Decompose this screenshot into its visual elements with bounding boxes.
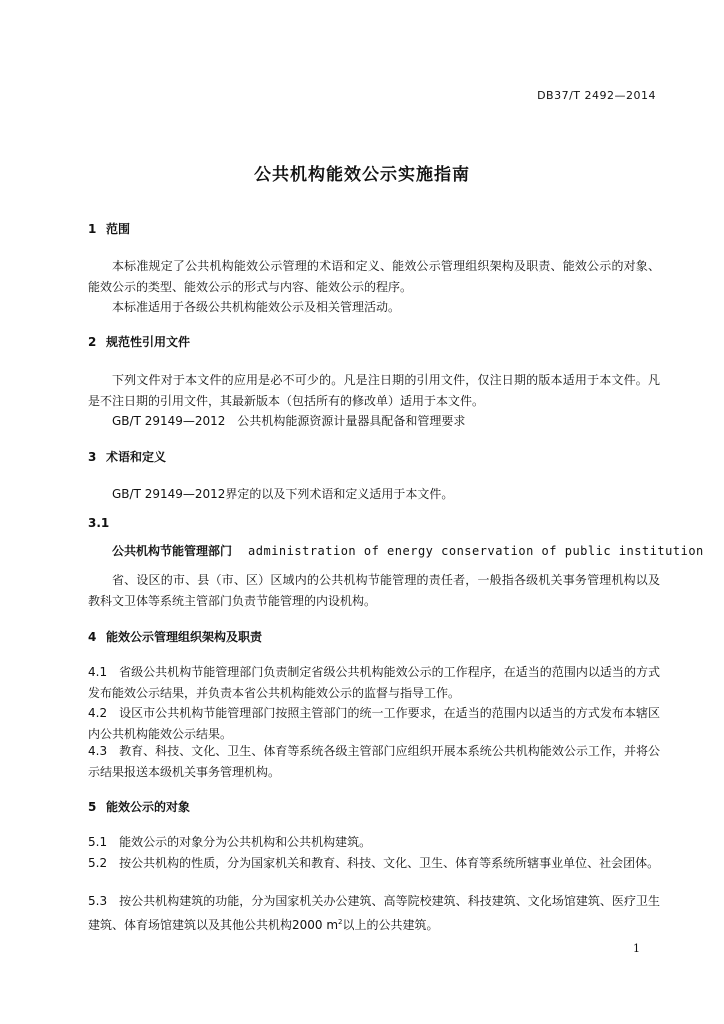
clause-text: 按公共机构的性质，分为国家机关和教育、科技、文化、卫生、体育等系统所辖事业单位、社会团体。 [119,856,660,870]
clause-item [88,891,660,935]
clause-number: 4.2 [88,706,108,720]
clause-item [88,703,660,744]
section-heading [88,220,130,237]
clause-text: 教育、科技、文化、卫生、体育等系统各级主管部门应组织开展本系统公共机构能效公示工作，并将公示结果报送本级机关事务管理机构。 [88,744,660,779]
paragraph: 下列文件对于本文件的应用是必不可少的。凡是注日期的引用文件，仅注日期的版本适用于本文件。凡是不注日期的引用文件，其最新版本（包括所有的修改单）适用于本文件。 [88,373,660,408]
subsection-number: 3.1 [88,516,110,530]
page-number: 1 [633,942,640,955]
clause-item [88,741,660,782]
section-number: 1 [88,222,97,236]
section-number: 2 [88,335,97,349]
term-english: administration of energy conservation of public institution [248,544,704,558]
clause-number: 5.3 [88,894,108,908]
clause-item [88,662,660,703]
paragraph: 本标准适用于各级公共机构能效公示及相关管理活动。 [112,300,401,314]
reference-document: GB/T 29149—2012 公共机构能源资源计量器具配备和管理要求 [112,414,466,428]
term-definition: 省、设区的市、县（市、区）区域内的公共机构节能管理的责任者，一般指各级机关事务管理机构以及教科文卫体等系统主管部门负责节能管理的内设机构。 [88,573,660,608]
section-heading [88,333,190,350]
paragraph: GB/T 29149—2012界定的以及下列术语和定义适用于本文件。 [112,487,454,501]
section-number: 4 [88,630,97,644]
section-heading [88,798,190,815]
section-number: 5 [88,800,97,814]
clause-text: 能效公示的对象分为公共机构和公共机构建筑。 [119,835,372,849]
paragraph: 本标准规定了公共机构能效公示管理的术语和定义、能效公示管理组织架构及职责、能效公示的对象、能效公示的类型、能效公示的形式与内容、能效公示的程序。 [88,259,660,294]
clause-text: 设区市公共机构节能管理部门按照主管部门的统一工作要求，在适当的范围内以适当的方式发布本辖区内公共机构能效公示结果。 [88,706,660,741]
clause-text: 按公共机构建筑的功能，分为国家机关办公建筑、高等院校建筑、科技建筑、文化场馆建筑、医疗卫生建筑、体育场馆建筑以及其他公共机构2000 m [88,894,660,932]
clause-item [88,853,660,874]
clause-item [88,832,660,853]
section-title: 术语和定义 [106,450,167,464]
document-title: 公共机构能效公示实施指南 [254,165,470,185]
superscript: 2 [338,917,343,926]
clause-number: 4.1 [88,665,108,679]
section-title: 规范性引用文件 [106,335,191,349]
clause-number: 4.3 [88,744,108,758]
section-number: 3 [88,450,97,464]
section-title: 范围 [106,222,131,236]
clause-number: 5.1 [88,835,108,849]
standard-number: DB37/T 2492—2014 [537,89,656,102]
section-heading [88,628,262,645]
term-entry [112,542,704,559]
section-title: 能效公示的对象 [106,800,191,814]
clause-number: 5.2 [88,856,108,870]
section-title: 能效公示管理组织架构及职责 [106,630,263,644]
clause-text: 以上的公共建筑。 [342,917,439,932]
term-chinese: 公共机构节能管理部门 [112,544,233,558]
section-heading [88,448,166,465]
clause-text: 省级公共机构节能管理部门负责制定省级公共机构能效公示的工作程序，在适当的范围内以适当的方式发布能效公示结果，并负责本省公共机构能效公示的监督与指导工作。 [88,665,660,700]
